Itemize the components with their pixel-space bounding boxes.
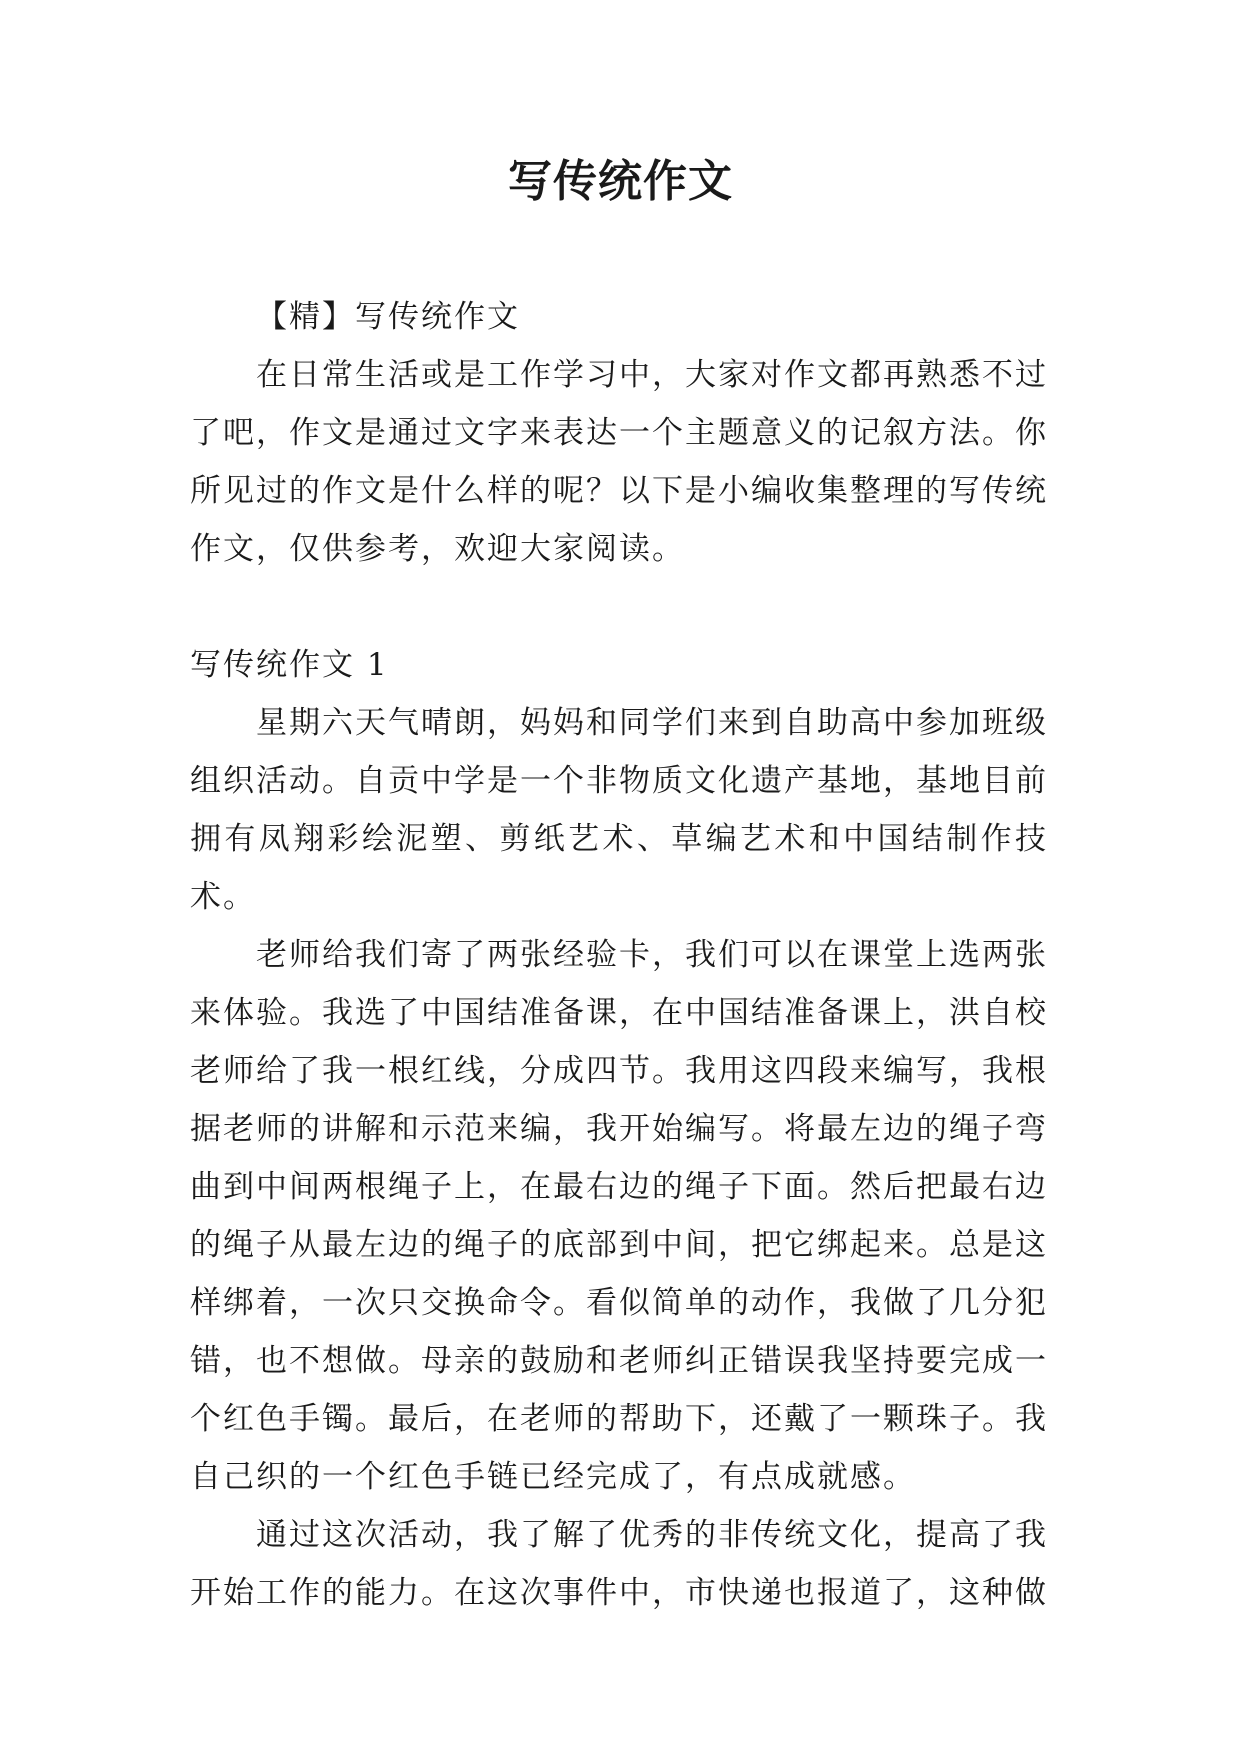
intro-heading: 【精】写传统作文: [256, 299, 520, 335]
body-paragraph-2: 老师给我们寄了两张经验卡，我们可以在课堂上选两张来体验。我选了中国结准备课，在中国结准备课上，洪自校老师给了我一根红线，分成四节。我用这四段来编写，我根据老师的讲解和示范来编，我开始编写。将最左边的绳子弯曲到中间两根绳子上，在最右边的绳子下面。然后把最右边的绳子从最左边的绳子的底部到中间，把它绑起来。总是这样绑着，一次只交换命令。看似简单的动作，我做了几分犯错，也不想做。母亲的鼓励和老师纠正错误我坚持要完成一个红色手镯。最后，在老师的帮助下，还戴了一颗珠子。我自己织的一个红色手链已经完成了，有点成就感。: [190, 937, 1048, 1495]
section-spacer: [190, 578, 1048, 636]
body-paragraph-3: 通过这次活动，我了解了优秀的非传统文化，提高了我开始工作的能力。在这次事件中，市快递也报道了，这种做: [190, 1517, 1048, 1611]
body-paragraph-1: 星期六天气晴朗，妈妈和同学们来到自助高中参加班级组织活动。自贡中学是一个非物质文化遗产基地，基地目前拥有凤翔彩绘泥塑、剪纸艺术、草编艺术和中国结制作技术。: [190, 705, 1048, 915]
document-title: 写传统作文: [508, 156, 733, 207]
section-title: 写传统作文 1: [190, 647, 389, 683]
intro-paragraph: 在日常生活或是工作学习中，大家对作文都再熟悉不过了吧，作文是通过文字来表达一个主题意义的记叙方法。你所见过的作文是什么样的呢？以下是小编收集整理的写传统作文，仅供参考，欢迎大家阅读。: [190, 357, 1048, 567]
document-body: [190, 288, 1048, 1622]
